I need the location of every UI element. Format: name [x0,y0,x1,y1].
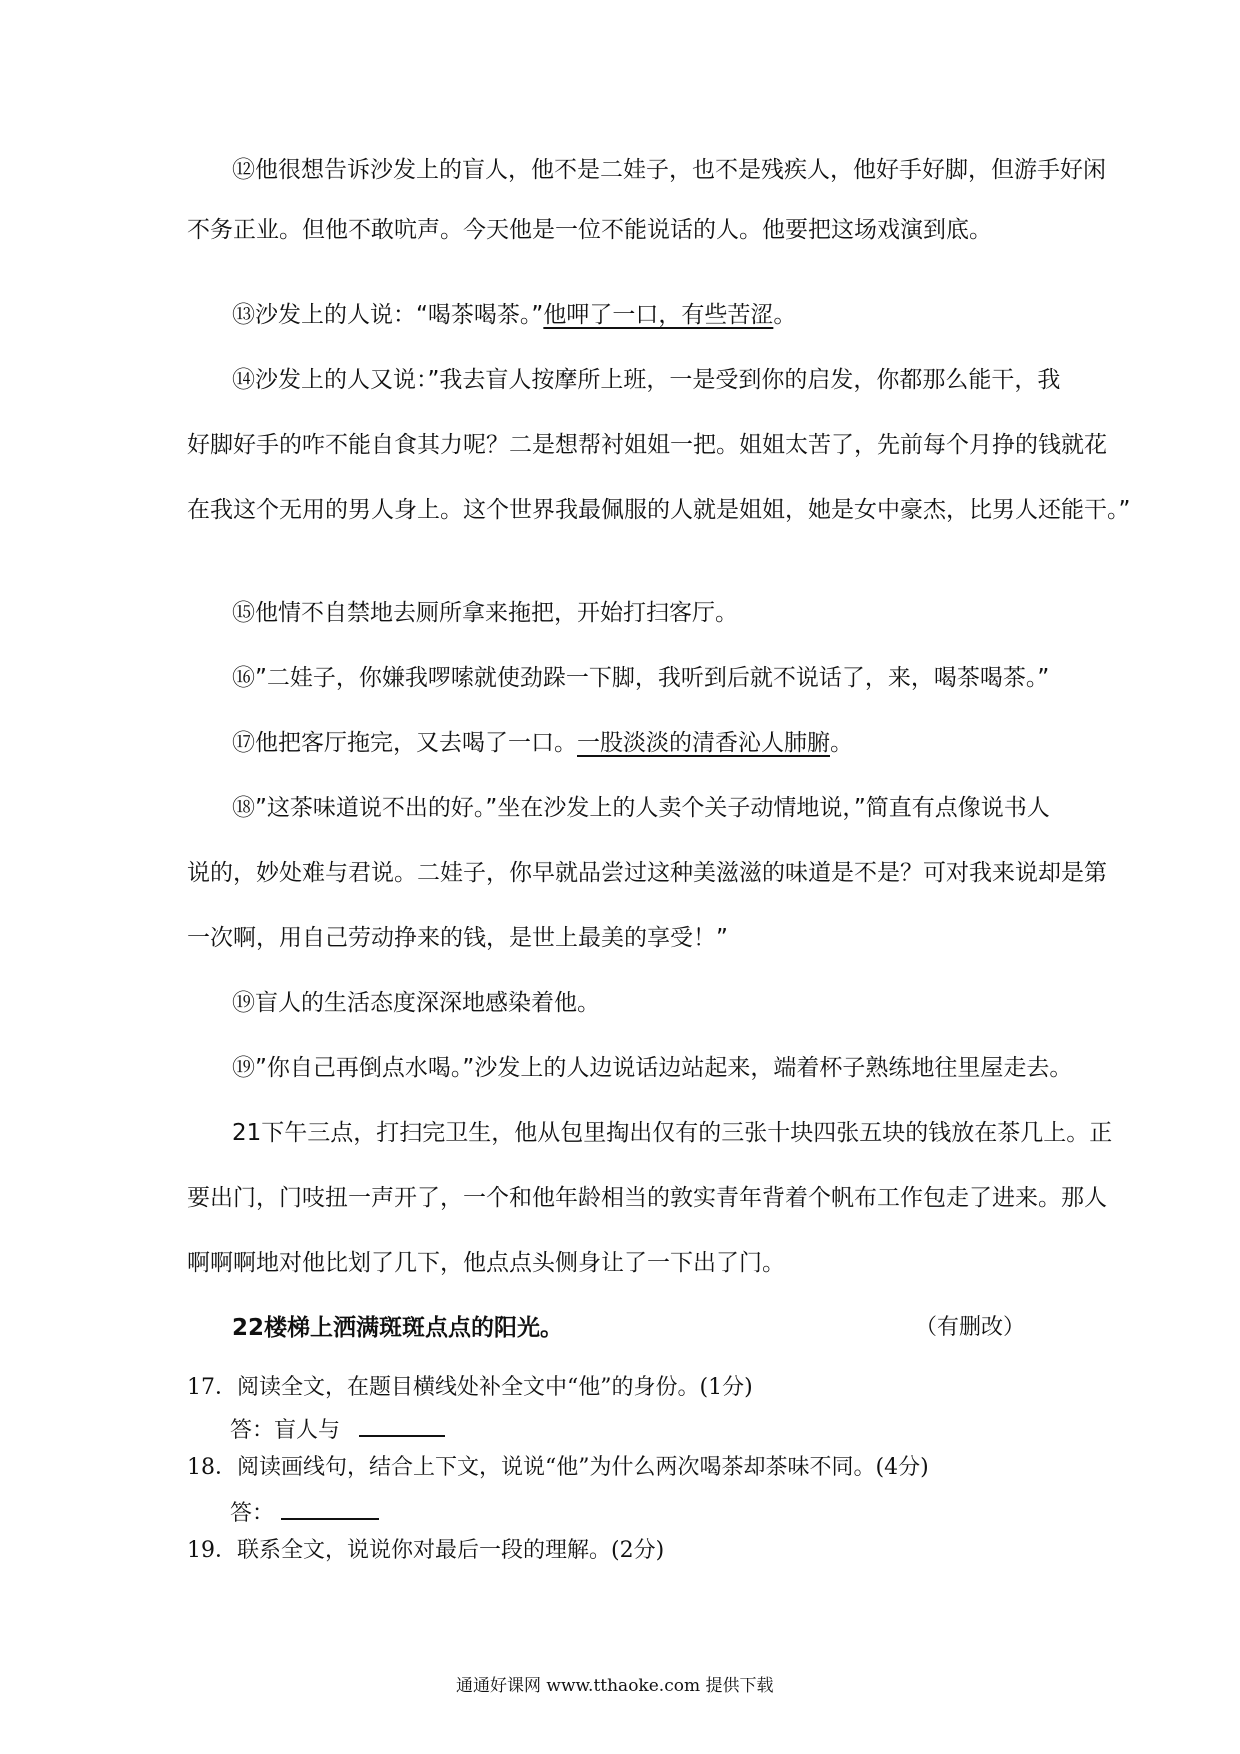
question-18-answer-label: 答： [230,1501,275,1526]
paragraph-21-line-3: 啊啊啊地对他比划了几下，他点点头侧身让了一下出了门。 [187,1250,785,1276]
paragraph-17 [232,728,853,758]
paragraph-15: ⑮他情不自禁地去厕所拿来拖把，开始打扫客厅。 [232,600,738,626]
paragraph-16: ⑯”二娃子，你嫌我啰嗦就使劲跺一下脚，我听到后就不说话了，来，喝茶喝茶。” [232,665,1050,691]
paragraph-14-line-3: 在我这个无用的男人身上。这个世界我最佩服的人就是姐姐，她是女中豪杰，比男人还能干。” [187,497,1131,523]
paragraph-17-text: ⑰他把客厅拖完，又去喝了一口。 [232,730,577,756]
paragraph-21-line-2: 要出门，门吱扭一声开了，一个和他年龄相当的敦实青年背着个帆布工作包走了进来。那人 [187,1185,1107,1211]
question-19: 19．联系全文，说说你对最后一段的理解。(2分) [187,1538,665,1563]
paragraph-12-line-1: ⑫他很想告诉沙发上的盲人，他不是二娃子，也不是残疾人，他好手好脚，但游手好闲 [232,157,1106,183]
paragraph-18-line-1: ⑱”这茶味道说不出的好。”坐在沙发上的人卖个关子动情地说，”简直有点像说书人 [232,795,1050,821]
paragraph-13 [232,300,796,330]
question-17-answer-blank[interactable] [359,1413,445,1437]
page-footer: 通通好课网 www.tthaoke.com 提供下载 [456,1676,774,1696]
paragraph-20: ⑲”你自己再倒点水喝。”沙发上的人边说话边站起来，端着杯子熟练地往里屋走去。 [232,1055,1073,1081]
paragraph-17-underlined-sentence: 一股淡淡的清香沁人肺腑 [577,730,830,756]
paragraph-14-line-2: 好脚好手的咋不能自食其力呢？二是想帮衬姐姐一把。姐姐太苦了，先前每个月挣的钱就花 [187,432,1107,458]
question-18-answer [230,1496,379,1529]
paragraph-21-line-1: 21下午三点，打扫完卫生，他从包里掏出仅有的三张十块四张五块的钱放在茶几上。正 [232,1120,1113,1146]
paragraph-17-end: 。 [830,730,853,756]
paragraph-13-underlined-sentence: 他呷了一口，有些苦涩 [543,302,774,328]
paragraph-13-text: ⑬沙发上的人说：“喝茶喝茶。” [232,302,544,328]
paragraph-12-line-2: 不务正业。但他不敢吭声。今天他是一位不能说话的人。他要把这场戏演到底。 [187,217,992,243]
question-18-answer-blank[interactable] [281,1496,379,1520]
question-17-answer-label: 答：盲人与 [230,1418,341,1443]
question-17-answer [230,1413,445,1446]
edited-note: （有删改） [915,1315,1026,1340]
paragraph-19: ⑲盲人的生活态度深深地感染着他。 [232,990,600,1016]
question-17: 17．阅读全文，在题目横线处补全文中“他”的身份。(1分) [187,1375,753,1400]
question-18: 18．阅读画线句，结合上下文，说说“他”为什么两次喝茶却茶味不同。(4分) [187,1455,929,1480]
paragraph-13-end: 。 [773,302,797,328]
paragraph-22: 22楼梯上洒满斑斑点点的阳光。 [232,1315,564,1341]
paragraph-18-line-2: 说的，妙处难与君说。二娃子，你早就品尝过这种美滋滋的味道是不是？可对我来说却是第 [187,860,1107,886]
paragraph-18-line-3: 一次啊，用自己劳动挣来的钱，是世上最美的享受！” [187,925,728,951]
paragraph-14-line-1: ⑭沙发上的人又说：”我去盲人按摩所上班，一是受到你的启发，你都那么能干，我 [232,367,1061,393]
